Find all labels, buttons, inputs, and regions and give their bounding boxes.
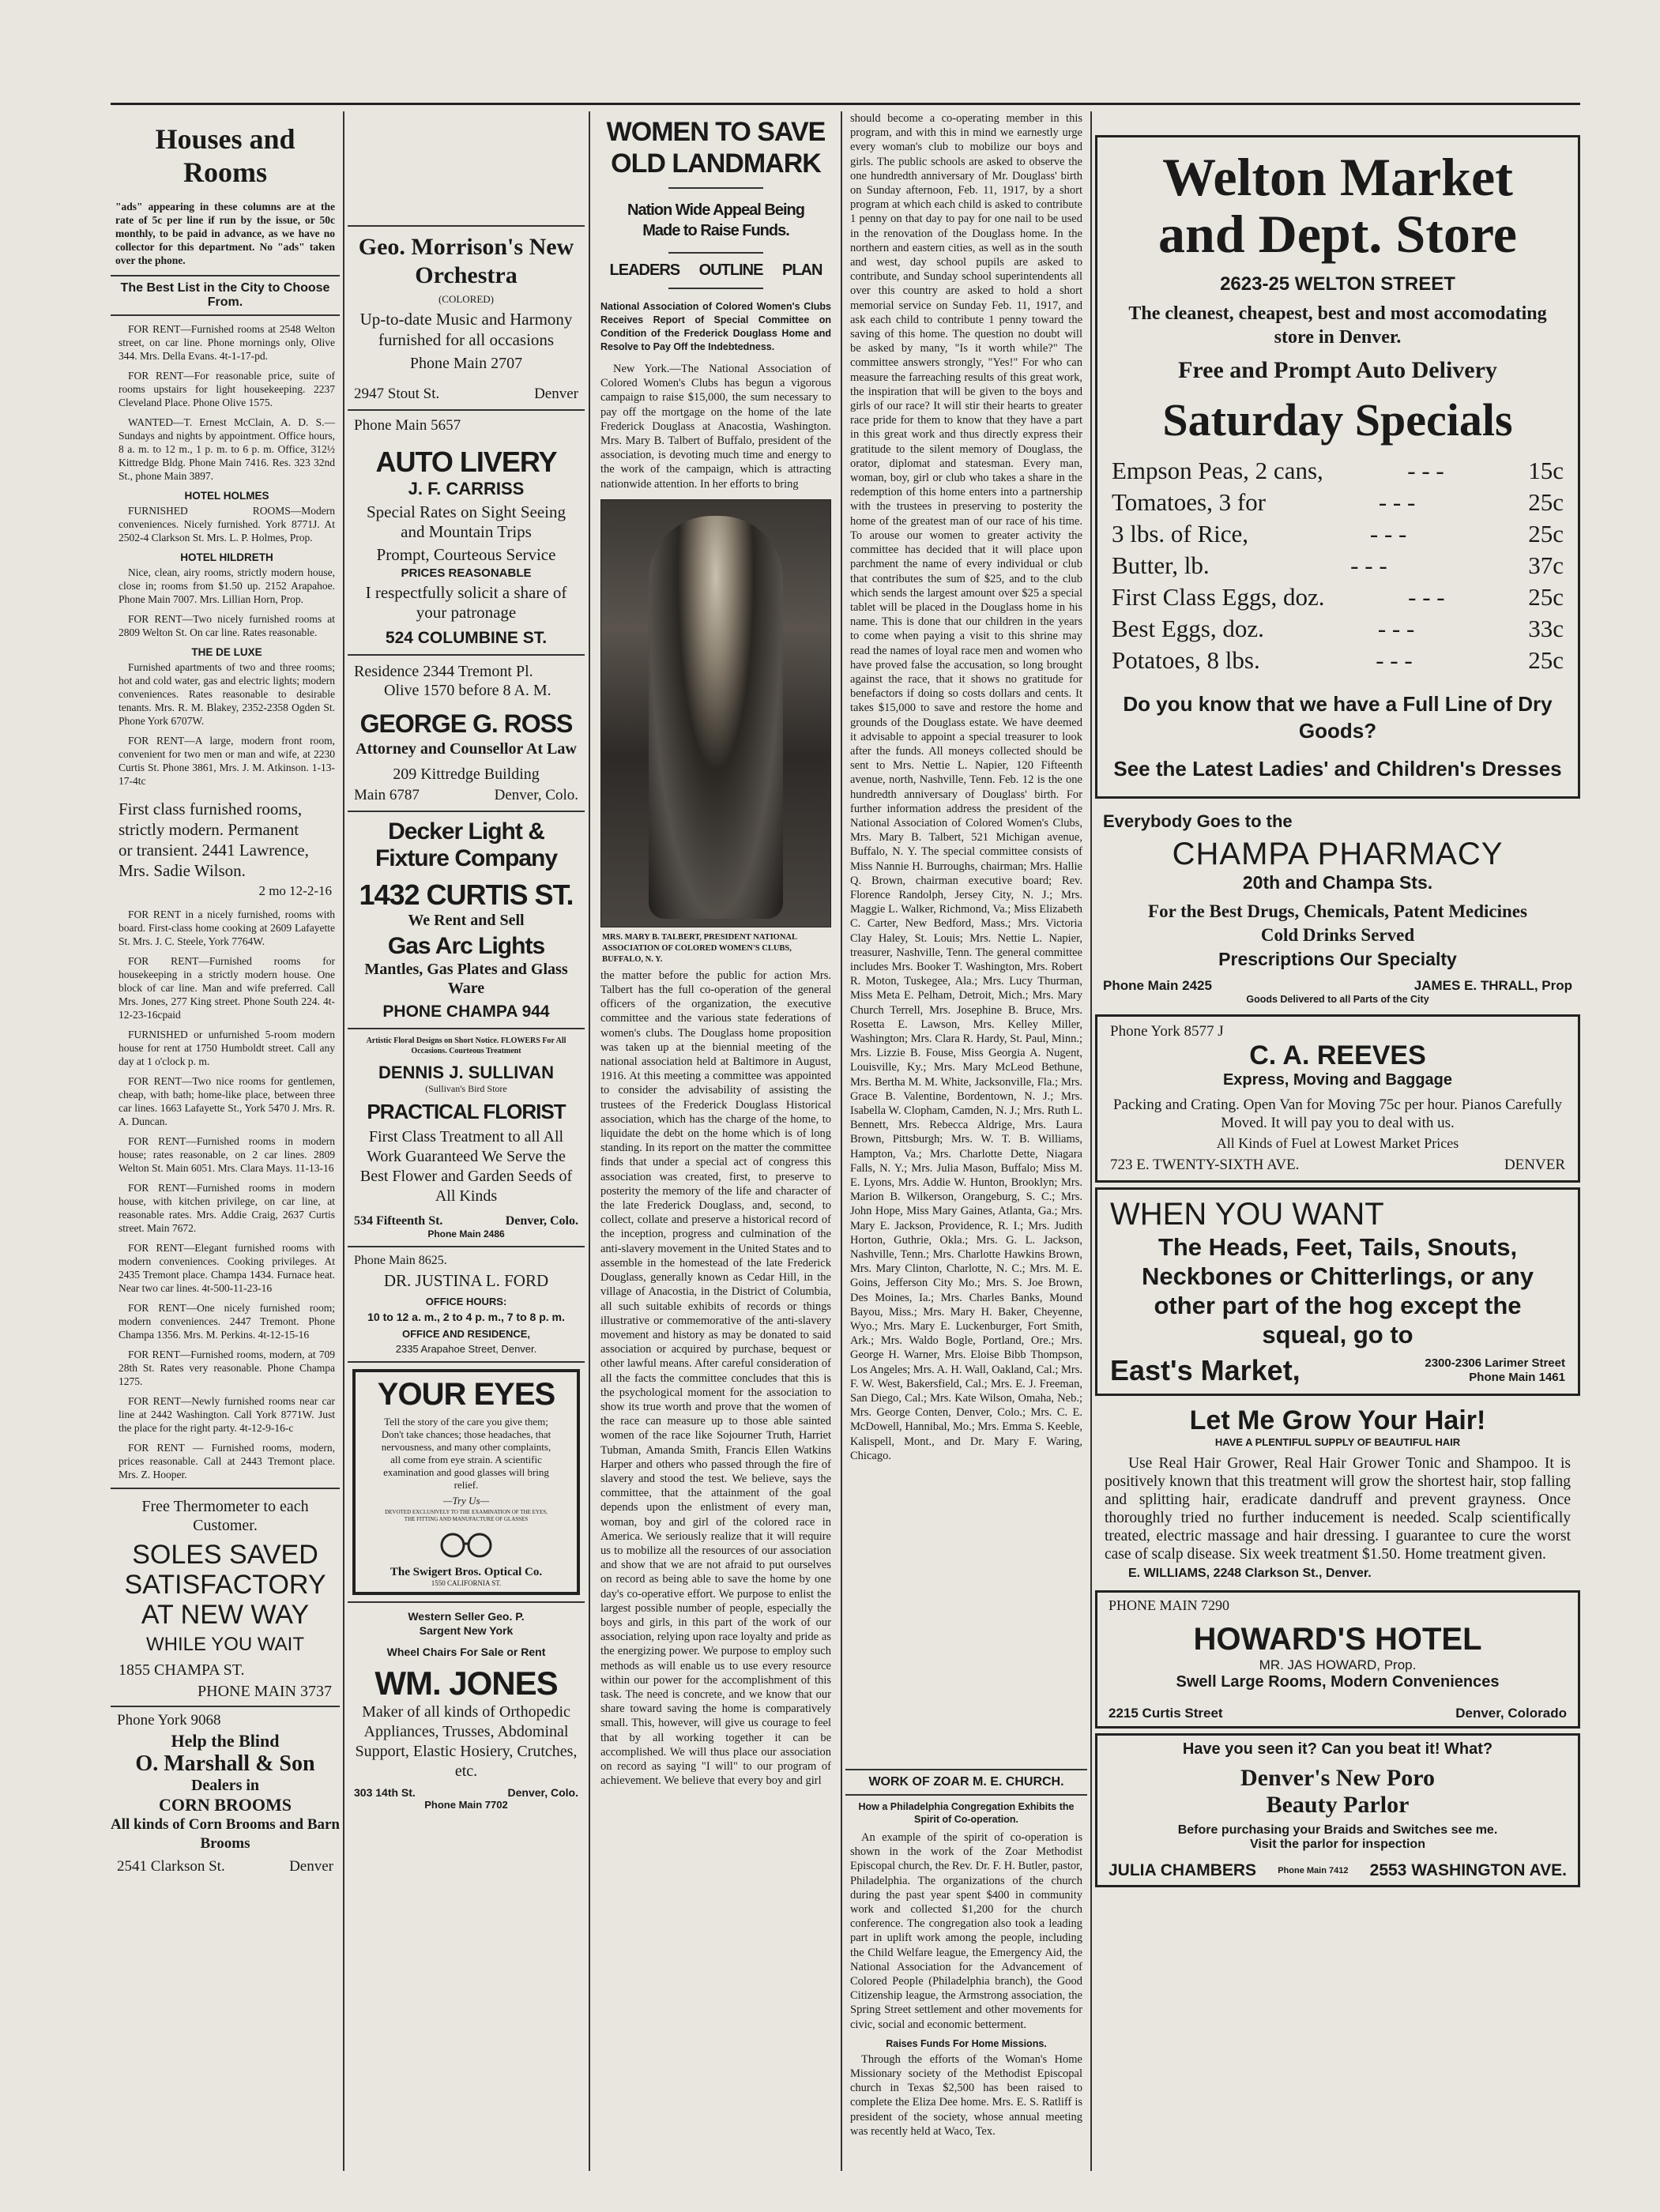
mission-body: Through the efforts of the Woman's Home Missionary society of the Methodist Episcopal church in Texas $2,500 has been raised to complete the Eliza Dee home. Mrs. E. S. Ratliff is president of the society, whose annual meeting was recently held at Waco, Tex. xyxy=(850,2052,1082,2138)
your-eyes-ad xyxy=(352,1369,580,1595)
decker-mantles: Mantles, Gas Plates and Glass Ware xyxy=(364,961,568,997)
classified-column xyxy=(111,111,340,2171)
special-price: 37c xyxy=(1528,551,1564,579)
classified-ad: Furnished apartments of two and three rooms; hot and cold water, gas and electric lights; modern conveniences. Rates reasonable to desirable tenants. Mrs. R. M. Blakey, 2352-2358 Ogden St. Phone York 6707W. xyxy=(119,661,335,727)
section-subtitle: The Best List in the City to Choose From. xyxy=(120,281,330,309)
special-item: Best Eggs, doz. xyxy=(1112,615,1264,642)
zoar-body: An example of the spirit of co-operation is shown in the work of the Zoar Methodist Episcopal church, the Rev. Dr. F. H. Butler, pastor, Philadelphia. The organizations of the church during the past year spent $400 in community work and collected $1,200 for the church conference. The congregation also took a leading part in uplift work among the people, including the Child Welfare league, the Emergency Aid, the National Association for the Advancement of Colored People (Philadelphia branch), the Good Citizenship league, the Armstrong association, the Spring Street settlement and other movements for civic, social and economic betterment. xyxy=(850,1831,1082,2031)
reeves-body: Packing and Crating. Open Van for Moving 75c per hour. Pianos Carefully Moved. It will pay you to deal with us. xyxy=(1113,1097,1562,1131)
livery-name: J. F. CARRISS xyxy=(408,479,525,498)
soles-address: 1855 CHAMPA ST. xyxy=(119,1661,245,1679)
wilson-line: or transient. 2441 Lawrence, xyxy=(119,841,309,860)
ross-building: 209 Kittredge Building xyxy=(393,766,540,783)
blind-firm: O. Marshall & Son xyxy=(135,1751,315,1776)
east-address: 2300-2306 Larimer Street xyxy=(1425,1356,1565,1370)
classified-ad: FOR RENT—A large, modern front room, convenient for two men or man and wife, at 2230 Curtis St. Phone 3861, Mrs. J. M. Atkinson. 1-13-17-4tc xyxy=(119,735,335,787)
special-item: Empson Peas, 2 cans, xyxy=(1112,457,1323,484)
headline-line-1: WOMEN TO SAVE xyxy=(606,117,826,147)
champa-phone: Phone Main 2425 xyxy=(1103,978,1212,993)
florist-name: DENNIS J. SULLIVAN xyxy=(378,1063,555,1082)
classified-ad: FOR RENT—Newly furnished rooms near car line at 2442 Washington. Call York 8771W. Just the place for the right party. 4t-12-9-16-c xyxy=(119,1395,335,1434)
thermometer-ad: Free Thermometer to each Customer. xyxy=(141,1498,309,1534)
special-price: 25c xyxy=(1528,646,1564,674)
reeves-fuel: All Kinds of Fuel at Lowest Market Prices xyxy=(1216,1135,1459,1151)
wilson-line: Mrs. Sadie Wilson. xyxy=(119,861,246,880)
east-phone: Phone Main 1461 xyxy=(1469,1371,1565,1384)
article-continued: should become a co-operating member in this program, and with this in mind we earnestly urge every woman's club to mobilize our boys and girls. The public schools are asked to observe the one hundredth anniversary of Mr. Douglass' birth on Sunday afternoon, Feb. 11, 1917, by a short program at which each child is asked to contribute 1 penny on that day to pay for one nail to be used in the renovation of the Douglass home. In the northern and eastern cities, as well as in the south and west, day school pupils are asked to contribute, and Sunday school superintendents all over this country are asked to hold a short memorial service on Sunday Feb. 11, 1917, and ask each child to contribute 1 penny toward the saving of this home. The question no doubt will be asked by many, "Is it worth while?" The committee answers strongly, "Yes!" For who can measure the farreaching results of this great work, the inspiration that will be given to the boys and girls of our race? It will stir their hearts to greater race pride for them to know that they have a part in this great work and thus directly express their gratitude to the silent memory of Douglass, the orator, diplomat and statesman. Every man, woman, boy, girl or club who takes a share in the redemption of this home enters into a partnership with the trustees in preserving to posterity the home of the greatest man of our race of his time. To arouse our women to greater activity the committee has decided that it will place upon parchment the name of every individual or club that contributes the sum of $25, and to the club which sends the largest amount over $25 a special tablet will be placed in the Douglass home in his name. This is done that our children in the years to come when paying a visit to this shrine may read the names of loyal race men and women who have proved false the accusation, so long brought against the race, that it shows no gratitude for benefactors if doing so costs dollars and cents. It takes $15,000 to save and restore the home and grounds of the Douglass estate. We have deemed it advisable to appoint a special treasurer to look after the funds. All moneys collected should be sent to Mrs. Nettie L. Napier, 120 Fifteenth avenue, north, Nashville, Tenn. Feb. 12 is the one hundredth anniversary of Douglass' birth. For further information address the president of the National Association of Colored Women's Clubs, Mrs. Mary B. Talbert, 521 Michigan avenue, Buffalo, N. Y. The special committee consists of Miss Nannie H. Burroughs, chairman; Mrs. Hallie Q. Brown, chairman executive board; Rev. Florence Randolph, Jersey City, N. J.; Mrs. Maggie L. Walker, Richmond, Va.; Miss Elizabeth C. Carter, New Bedford, Mass.; Mrs. Victoria Clay Haley, St. Louis; Mrs. Nettie L. Napier, treasurer, Nashville, Tenn. The general committee includes Mrs. Booker T. Washington, Mrs. Robert R. Moton, Tuskegee, Ala.; Mrs. Lucy Thurman, Miss Meta E. Pelham, Detroit, Mich.; Mrs. Mary Church Terrell, Mrs. Josephine B. Bruce, Mrs. Rosetta E. Lawson, Mrs. Kelley Miller, Washington; Mrs. Clara R. Hardy, St. Paul, Minn.; Mrs. Lizzie B. Fouse, Miss Georgia A. Nugent, Louisville, Ky.; Mrs. Mary McLeod Bethune, Mrs. Bertha M. M. White, Jacksonville, Fla.; Mrs. Grace B. Valentine, Bordentown, N. J.; Mrs. Isabella W. Clopham, Camden, N. J.; Mrs. Ruth L. Bennett, Mrs. Rebecca Aldrige, Mrs. Laura Brown, Pittsburgh; Mrs. W. T. B. Williams, Hampton, Va.; Mrs. Charlotte Dette, Niagara Falls, N. Y.; Mrs. Julia Mason, Buffalo; Miss M. E. Lyons, Mrs. Addie W. Hunton, Brooklyn; Mrs. Marion B. Wilkerson, Orangeburg, S. C.; Mrs. John Hope, Miss Mary Gaines, Atlanta, Ga.; Mrs. Mary E. Jackson, Providence, R. I.; Mrs. Judith Horton, Guthrie, Okla.; Mrs. G. L. Jackson, Nashville, Tenn.; Mrs. Charlotte Hawkins Brown, Mrs. Mary Clinton, Charlotte, N. C.; Mrs. M. E. Goins, Jefferson City Mo.; Mrs. S. Joe Brown, Des Moines, Ia.; Mrs. Charles Banks, Mound Bayou, Miss.; Mrs. Mary H. Baker, Cheyenne, Wyo.; Mrs. Mary E. Luckenburger, Fort Smith, Ark.; Mrs. Waldo Bogle, Portland, Ore.; Mrs. George H. Warner, Mrs. Eloise Bibb Thompson, Los Angeles; Mrs. A. H. Wall, Oakland, Cal.; Mrs. F. W. West, Bakersfield, Cal.; Mrs. E. J. Freeman, San Diego, Cal.; Mrs. Kate Wilson, Omaha, Neb.; Mrs. George Conten, Denver, Colo.; Mrs. C. E. McDowell, Hannibal, Mo.; Mrs. Emma S. Keeble, Kalispell, Mont., and Dr. Mary F. Waring, Chicago. xyxy=(850,112,1082,1462)
classified-ad: FURNISHED or unfurnished 5-room modern house for rent at 1750 Humboldt street. Call any day at 1 o'clock p. m. xyxy=(119,1029,335,1067)
champa-every: Everybody Goes to the xyxy=(1103,811,1293,831)
ads-column-5 xyxy=(1095,111,1580,2171)
florist-note: Artistic Floral Designs on Short Notice. FLOWERS For All Occasions. Courteous Treatment xyxy=(366,1036,567,1055)
ads-column-2 xyxy=(348,111,585,2171)
ford-office: OFFICE AND RESIDENCE, xyxy=(401,1328,531,1340)
specials-list xyxy=(1112,455,1564,676)
special-leader: - - - xyxy=(1378,488,1416,516)
talbert-portrait xyxy=(600,499,831,927)
livery-body: Special Rates on Sight Seeing and Mountain Trips xyxy=(367,502,566,541)
special-leader: - - - xyxy=(1369,520,1407,547)
poro-question: Have you seen it? Can you beat it! What? xyxy=(1182,1740,1493,1758)
ross-ad xyxy=(348,659,585,807)
howard-rooms: Swell Large Rooms, Modern Conveniences xyxy=(1176,1673,1500,1691)
champa-goods: Goods Delivered to all Parts of the City xyxy=(1246,994,1429,1005)
reeves-sub: Express, Moving and Baggage xyxy=(1222,1071,1453,1089)
poro-owner: JULIA CHAMBERS xyxy=(1109,1861,1257,1879)
special-leader: - - - xyxy=(1407,457,1444,484)
florist-sub: (Sullivan's Bird Store xyxy=(425,1083,507,1094)
soles-line: SOLES SAVED xyxy=(132,1540,318,1570)
ford-ad xyxy=(348,1251,585,1358)
classified-ad: FOR RENT—Two nicely furnished rooms at 2809 Welton St. On car line. Rates reasonable. xyxy=(119,613,335,638)
welton-delivery: Free and Prompt Auto Delivery xyxy=(1178,357,1497,383)
wilson-date: 2 mo 12-2-16 xyxy=(258,883,332,898)
special-row xyxy=(1112,455,1564,487)
poro-address: 2553 WASHINGTON AVE. xyxy=(1369,1861,1567,1879)
article-body: the matter before the public for action Mrs. Talbert has the full co-operation of the general officers of the organization, the executive committee and the various state federations of women's clubs. The Douglass home proposition was taken up at the biennial meeting of the national association held at Baltimore in August, 1916. At this meeting a committee was appointed to consider the advisability of assisting the trustees of the Frederick Douglass Historical association, which has the charge of the home, to liquidate the debt on the home which is of long standing. In its report on the matter the committee finds that under a special act of congress this association was created, first, to preserve to posterity the memory of the life and character of the late Frederick Douglass, and, second, to collect, collate and preserve a historical record of the inception, progress and culmination of the anti-slavery movement in the United States and to assemble in the homestead of the late Frederick Douglass, generally known as Cedar Hill, in the village of Anacostia, in the District of Columbia, all such suitable exhibits of records or things illustrative or commemorative of the anti-slavery movement and history as may be donated to said association or acquired by purchase, bequest or other lawful means. After careful consideration of all the facts the committee concludes that this is the psychological moment for the association to show its true worth and prove that the women of the race can measure up to those able sainted women of the race like Sojourner Truth, Harriet Tubman, Amanda Smith, Francis Ellen Watkins Harper and others who passed through the fire of slavery and stood the test. We believe, says the committee, that the attainment of the goal depends upon the enlistment of every man, woman, boy and girl of the colored race in America. We seriously realize that it will require us to mobilize all the resources of our association and show that we are not afraid to put ourselves on record as being able to save the home by one day's co-operative effort. We purpose to enlist the largest possible number of people, especially the boys and girls, in this part of the work of our association, relying upon race loyalty and pride as the energizing power. We purpose to employ such methods as will enable us to use every resource within our power for the accomplishment of this task. The need is concrete, and we know that our share toward saving the home is comparatively small. This, however, will give us courage to feel that by all working together it can be accomplished. We will thus place our association on record as saying "I will" to our program of achievement. We believe that every boy and girl xyxy=(600,969,831,1788)
classified-ad: FOR RENT—Furnished rooms, modern, at 709 28th St. Rates very reasonable. Phone Champa 1275. xyxy=(119,1349,335,1387)
welton-title-2: and Dept. Store xyxy=(1158,204,1517,264)
ford-hours: 10 to 12 a. m., 2 to 4 p. m., 7 to 8 p. m. xyxy=(367,1311,565,1323)
hair-body: Use Real Hair Grower, Real Hair Grower Tonic and Shampoo. It is positively known that this treatment will grow the shortest hair, stop falling and splitting hair, eradicate dandruff and prevent grayness. Once thoroughly tried no further inducement is needed. Scalp scientifically treated, electric massage and hair dressing. I guarantee to cure the worst case of scalp disease. Six week treatment $1.50. Home treatment given. xyxy=(1105,1455,1571,1563)
article-column xyxy=(594,111,838,2171)
jones-name: WM. JONES xyxy=(375,1665,558,1702)
florist-ad xyxy=(348,1033,585,1243)
zoar-headline: WORK OF ZOAR M. E. CHURCH. xyxy=(868,1775,1064,1789)
decker-title: Decker Light & Fixture Company xyxy=(375,818,558,871)
champa-cold: Cold Drinks Served xyxy=(1260,925,1415,945)
orchestra-phone: Phone Main 2707 xyxy=(409,355,523,372)
champa-rx: Prescriptions Our Specialty xyxy=(1218,949,1457,969)
reeves-name: C. A. REEVES xyxy=(1249,1040,1426,1070)
ross-name: GEORGE G. ROSS xyxy=(359,709,573,738)
welton-dry-goods: Do you know that we have a Full Line of Dry Goods? xyxy=(1123,692,1553,743)
soles-phone: PHONE MAIN 3737 xyxy=(198,1683,332,1700)
florist-phone: Phone Main 2486 xyxy=(427,1228,505,1240)
hair-sub: HAVE A PLENTIFUL SUPPLY OF BEAUTIFUL HAIR xyxy=(1214,1436,1461,1448)
classified-ad: WANTED—T. Ernest McClain, A. D. S.—Sundays and nights by appointment. Office hours, 8 a. m. to 12 m., 1 p. m. to 6 p. m. Office, 312½ Kittredge Bldg. Phone Main 7416. Res. 323 32nd St., phone Main 3897. xyxy=(119,416,335,482)
howard-city: Denver, Colorado xyxy=(1455,1706,1567,1721)
classified-list-2 xyxy=(111,906,340,1481)
east-head: WHEN YOU WANT xyxy=(1110,1197,1384,1232)
orchestra-body: Up-to-date Music and Harmony furnished for all occasions xyxy=(359,310,573,349)
classified-list xyxy=(111,319,340,788)
classified-ad: FOR RENT—Furnished rooms for housekeeping in a strictly modern house. One block of car line. Man and wife preferred. Call Mrs. Jones, 277 King street. Phone South 224. 4t-12-23-16cpaid xyxy=(119,955,335,1021)
headline-line-2: OLD LANDMARK xyxy=(611,149,821,179)
decker-rent: We Rent and Sell xyxy=(408,912,525,929)
soles-line: AT NEW WAY xyxy=(141,1600,310,1630)
special-row xyxy=(1112,613,1564,645)
classified-ad: FOR RENT—Furnished rooms in modern house, with kitchen privilege, on car line, at reasonable rates. Mrs. Addie Craig, 2637 Curtis street. Main 7672. xyxy=(119,1182,335,1234)
article-lead: New York.—The National Association of Colored Women's Clubs has begun a vigorous campaign to raise $15,000, the sum necessary to pay off the mortgage on the home of the late Frederick Douglass at Anacostia, Washington. Mrs. Mary B. Talbert of Buffalo, president of the association, is devoting much time and energy to the work of the campaign, which is attracting nationwide attention. In her efforts to bring xyxy=(600,363,831,491)
special-row xyxy=(1112,518,1564,550)
soles-line: WHILE YOU WAIT xyxy=(145,1634,304,1655)
eyes-fine: DEVOTED EXCLUSIVELY TO THE EXAMINATION OF THE EYES, THE FITTING AND MANUFACTURE OF GLASSES xyxy=(385,1509,548,1522)
east-body: The Heads, Feet, Tails, Snouts, Neckbones or Chitterlings, or any other part of the hog except the squeal, go to xyxy=(1141,1233,1534,1349)
easts-market-ad xyxy=(1095,1187,1580,1396)
reeves-ad xyxy=(1095,1014,1580,1183)
classified-heading: HOTEL HOLMES xyxy=(184,490,269,502)
blind-phone: Phone York 9068 xyxy=(117,1712,221,1729)
special-row xyxy=(1112,581,1564,613)
special-leader: - - - xyxy=(1377,615,1415,642)
special-price: 25c xyxy=(1528,520,1564,547)
ford-name: DR. JUSTINA L. FORD xyxy=(383,1271,549,1290)
classified-ad: Nice, clean, airy rooms, strictly modern house, close in; rooms from $1.50 up. 2152 Arapahoe. Phone Main 7007. Mrs. Lillian Horn, Prop. xyxy=(119,566,335,605)
welton-dresses: See the Latest Ladies' and Children's Dresses xyxy=(1113,757,1562,781)
newspaper-page xyxy=(111,103,1580,2171)
poro-name-1: Denver's New Poro xyxy=(1240,1765,1436,1791)
special-leader: - - - xyxy=(1350,551,1387,579)
livery-prices: PRICES REASONABLE xyxy=(401,566,532,580)
champa-address: 20th and Champa Sts. xyxy=(1242,872,1433,893)
classified-ad: FOR RENT in a nicely furnished, rooms with board. First-class home cooking at 2609 Lafayette St. Mrs. J. C. Steele, York 7764W. xyxy=(119,908,335,947)
special-item: Potatoes, 8 lbs. xyxy=(1112,646,1260,674)
orchestra-address: 2947 Stout St. xyxy=(354,386,440,402)
blind-address: 2541 Clarkson St. xyxy=(117,1858,225,1875)
ross-city: Denver, Colo. xyxy=(494,787,578,803)
classified-ad: FOR RENT—One nicely furnished room; modern conveniences. 2447 Tremont. Phone Champa 1356. Mrs. M. Perkins. 4t-12-15-16 xyxy=(119,1302,335,1341)
jones-ad xyxy=(348,1606,585,1814)
ross-olive: Olive 1570 before 8 A. M. xyxy=(384,682,551,699)
blind-city: Denver xyxy=(289,1858,333,1875)
article-summary: National Association of Colored Women's Clubs Receives Report of Special Committee on Condition of the Frederick Douglass Home and Resolve to Pay Off the Indebtedness. xyxy=(600,301,831,352)
howard-address: 2215 Curtis Street xyxy=(1109,1706,1223,1721)
classified-ad: FURNISHED ROOMS—Modern conveniences. Nicely furnished. York 8771J. At 2502-4 Clarkson St. Mrs. L. P. Holmes, Prop. xyxy=(119,505,335,544)
blind-kinds: All kinds of Corn Brooms and Barn Brooms xyxy=(111,1816,340,1852)
hair-grower-ad xyxy=(1095,1401,1580,1586)
section-title: Houses and Rooms xyxy=(155,123,295,188)
jones-address: 303 14th St. xyxy=(354,1786,416,1799)
jones-body: Maker of all kinds of Orthopedic Appliances, Trusses, Abdominal Support, Elastic Hosiery, Crutches, etc. xyxy=(355,1703,578,1780)
portrait-figure xyxy=(649,516,783,919)
reeves-address: 723 E. TWENTY-SIXTH AVE. xyxy=(1110,1157,1300,1173)
welton-tag: The cleanest, cheapest, best and most accomodating store in Denver. xyxy=(1128,303,1547,348)
classified-ad: FOR RENT — Furnished rooms, modern, prices reasonable. Call at 2443 Tremont place. Mrs. Z. Hooper. xyxy=(119,1442,335,1480)
wilson-ad xyxy=(111,794,340,906)
eyes-firm: The Swigert Bros. Optical Co. xyxy=(390,1566,543,1578)
livery-address: 524 COLUMBINE ST. xyxy=(385,629,548,647)
jones-sargent: Western Seller Geo. P. Sargent New York xyxy=(408,1610,525,1637)
howard-name: HOWARD'S HOTEL xyxy=(1193,1622,1482,1657)
special-leader: - - - xyxy=(1376,646,1413,674)
decker-ad xyxy=(348,815,585,1025)
auto-livery-ad xyxy=(348,414,585,651)
special-row xyxy=(1112,487,1564,518)
livery-phone: Phone Main 5657 xyxy=(354,417,461,434)
poro-parlor-ad xyxy=(1095,1733,1580,1887)
mission-headline: Raises Funds For Home Missions. xyxy=(886,2037,1047,2049)
ross-residence: Residence 2344 Tremont Pl. xyxy=(354,663,533,680)
champa-owner: JAMES E. THRALL, Prop xyxy=(1413,978,1572,993)
florist-address: 534 Fifteenth St. xyxy=(354,1214,443,1228)
eyes-try: —Try Us— xyxy=(442,1495,490,1507)
blind-footer xyxy=(111,1853,340,1880)
florist-body: First Class Treatment to all All Work Guaranteed We Serve the Best Flower and Garden Seeds of All Kinds xyxy=(359,1128,573,1205)
orchestra-ad xyxy=(348,230,585,406)
champa-name: CHAMPA PHARMACY xyxy=(1172,837,1504,871)
ford-hours-title: OFFICE HOURS: xyxy=(425,1296,507,1307)
ford-phone: Phone Main 8625. xyxy=(354,1254,447,1267)
poro-phone: Phone Main 7412 xyxy=(1278,1866,1349,1875)
livery-solicit: I respectfully solicit a share of your patronage xyxy=(365,583,567,622)
classified-ad: FOR RENT—Furnished rooms at 2548 Welton street, on car line. Phone mornings only, Olive 344. Mrs. Della Evans. 4t-1-17-pd. xyxy=(119,323,335,362)
champa-best: For the Best Drugs, Chemicals, Patent Medicines xyxy=(1148,901,1527,921)
decker-phone: PHONE CHAMPA 944 xyxy=(382,1003,550,1021)
welton-saturday: Saturday Specials xyxy=(1162,394,1513,446)
welton-market-ad xyxy=(1095,135,1580,799)
wilson-line: First class furnished rooms, xyxy=(119,799,303,818)
headline-deck-1: Nation Wide Appeal Being Made to Raise Funds. xyxy=(627,201,804,239)
reeves-city: DENVER xyxy=(1504,1157,1565,1173)
decker-gas: Gas Arc Lights xyxy=(387,933,545,959)
howards-hotel-ad xyxy=(1095,1590,1580,1729)
soles-ad xyxy=(111,1540,340,1660)
special-price: 33c xyxy=(1528,615,1564,642)
portrait-caption: MRS. MARY B. TALBERT, PRESIDENT NATIONAL ASSOCIATION OF COLORED WOMEN'S CLUBS, BUFFALO, N. Y. xyxy=(602,932,797,964)
eyes-title: YOUR EYES xyxy=(377,1377,555,1412)
blind-brooms: CORN BROOMS xyxy=(158,1795,292,1815)
special-row xyxy=(1112,645,1564,676)
special-item: 3 lbs. of Rice, xyxy=(1112,520,1249,547)
classified-ad: FOR RENT—Two nice rooms for gentlemen, cheap, with bath; home-like place, between three car lines. 1663 Lafayette St., York 5470 J. Mrs. R. A. Duncan. xyxy=(119,1075,335,1127)
rate-notice: "ads" appearing in these columns are at the rate of 5c per line if run by the issue, or 50c monthly, to be paid in advance, as we have no collector for this department. No "ads" taken over the phone. xyxy=(115,201,335,266)
special-leader: - - - xyxy=(1408,583,1445,611)
howard-phone: PHONE MAIN 7290 xyxy=(1109,1597,1229,1613)
classified-ad: FOR RENT—Furnished rooms in modern house; rates reasonable, on 2 car lines. 2809 Welton St. Main 6051. Mrs. Clara Mays. 11-13-16 xyxy=(119,1135,335,1174)
eyes-address: 1550 CALIFORNIA ST. xyxy=(431,1579,502,1587)
orchestra-colored: (COLORED) xyxy=(438,293,495,305)
headline-deck-2: LEADERS OUTLINE PLAN xyxy=(609,261,822,279)
jones-city: Denver, Colo. xyxy=(507,1786,578,1799)
eyes-body: Tell the story of the care you give them; Don't take chances; those headaches, that nervousness, and many other complaints, all come from eye strain. A scientific examination and good glasses will bring relief. xyxy=(381,1416,551,1491)
article-continued-column xyxy=(845,111,1087,2171)
soles-line: SATISFACTORY xyxy=(124,1570,326,1600)
reeves-phone: Phone York 8577 J xyxy=(1110,1023,1224,1040)
classified-ad: FOR RENT—For reasonable price, suite of rooms upstairs for light housekeeping. 2237 Cleveland Place. Phone Olive 1575. xyxy=(119,370,335,408)
poro-before: Before purchasing your Braids and Switches see me. xyxy=(1177,1823,1498,1837)
special-price: 25c xyxy=(1528,583,1564,611)
welton-title-1: Welton Market xyxy=(1162,147,1513,207)
classified-heading: THE DE LUXE xyxy=(191,646,262,658)
classified-heading: HOTEL HILDRETH xyxy=(180,551,273,563)
orchestra-city: Denver xyxy=(534,386,578,402)
ross-phone: Main 6787 xyxy=(354,787,420,803)
poro-visit: Visit the parlor for inspection xyxy=(1250,1838,1425,1851)
livery-title: AUTO LIVERY xyxy=(375,446,557,478)
wilson-line: strictly modern. Permanent xyxy=(119,820,299,839)
ross-title: Attorney and Counsellor At Law xyxy=(356,740,577,758)
ford-address: 2335 Arapahoe Street, Denver. xyxy=(395,1343,537,1355)
hair-head: Let Me Grow Your Hair! xyxy=(1189,1405,1486,1435)
blind-head: Help the Blind xyxy=(171,1731,280,1751)
jones-chairs: Wheel Chairs For Sale or Rent xyxy=(386,1646,546,1658)
special-item: Tomatoes, 3 for xyxy=(1112,488,1266,516)
east-name: East's Market, xyxy=(1110,1354,1301,1386)
florist-city: Denver, Colo. xyxy=(505,1214,578,1228)
zoar-deck: How a Philadelphia Congregation Exhibits the Spirit of Co-operation. xyxy=(858,1801,1075,1825)
howard-prop: MR. JAS HOWARD, Prop. xyxy=(1259,1657,1417,1672)
welton-address: 2623-25 WELTON STREET xyxy=(1220,273,1455,295)
jones-phone: Phone Main 7702 xyxy=(424,1799,508,1811)
orchestra-title: Geo. Morrison's New Orchestra xyxy=(358,234,574,288)
special-price: 15c xyxy=(1528,457,1564,484)
livery-prompt: Prompt, Courteous Service xyxy=(376,545,556,564)
blind-dealers: Dealers in xyxy=(190,1777,260,1794)
decker-address: 1432 CURTIS ST. xyxy=(359,878,574,911)
florist-title: PRACTICAL FLORIST xyxy=(367,1100,566,1123)
special-item: First Class Eggs, doz. xyxy=(1112,583,1325,611)
special-price: 25c xyxy=(1528,488,1564,516)
hair-signature: E. WILLIAMS, 2248 Clarkson St., Denver. xyxy=(1128,1567,1372,1580)
special-item: Butter, lb. xyxy=(1112,551,1210,579)
eyeglasses-icon xyxy=(439,1529,494,1561)
poro-name-2: Beauty Parlor xyxy=(1266,1792,1410,1818)
classified-ad: FOR RENT—Elegant furnished rooms with modern conveniences. Cooking privileges. At 2435 Tremont place. Champa 1434. Furnace heat. Near two car lines. 4t-500-11-23-16 xyxy=(119,1242,335,1294)
special-row xyxy=(1112,550,1564,581)
champa-pharmacy-ad xyxy=(1095,803,1580,1010)
